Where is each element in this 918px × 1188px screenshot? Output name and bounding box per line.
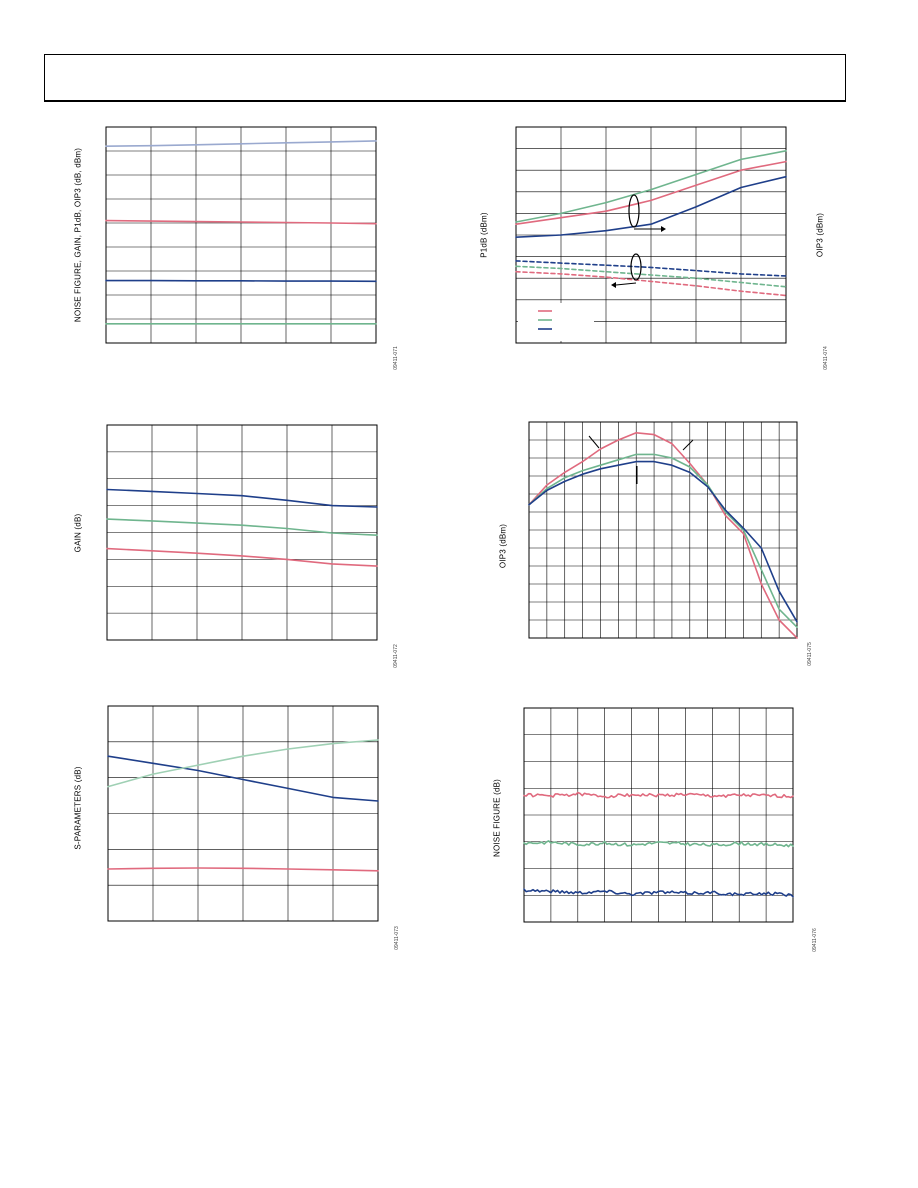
chart-2-svg — [516, 127, 786, 343]
chart-3-figure-id: 09411-072 — [393, 644, 399, 668]
chart-3-ylabel: GAIN (dB) — [73, 513, 83, 553]
chart-p1db-oip3 — [516, 127, 786, 343]
p1db-arrow — [616, 283, 636, 285]
chart-6-grid — [524, 708, 793, 922]
oip3-arrowhead — [661, 226, 666, 232]
chart-1-figure-id: 09411-071 — [393, 346, 399, 370]
page-header-frame — [44, 54, 846, 102]
chart-oip3 — [529, 422, 797, 638]
chart-gain — [107, 425, 377, 640]
chart-1-svg — [106, 127, 376, 343]
chart-4-figure-id: 09411-075 — [807, 642, 813, 666]
chart-2-figure-id: 09411-074 — [823, 346, 829, 370]
chart-nf-gain-p1db-oip3 — [106, 127, 376, 343]
chart-1-series-3-line — [106, 281, 376, 282]
chart-5-ylabel: S-PARAMETERS (dB) — [73, 766, 83, 850]
chart-4-svg — [529, 422, 797, 638]
chart-2-ylabel: P1dB (dBm) — [479, 212, 489, 258]
chart-3-svg — [107, 425, 377, 640]
oip3-arrow-2 — [683, 440, 693, 450]
chart-6-svg — [524, 708, 793, 922]
chart-2-legend — [518, 303, 594, 341]
chart-6-ylabel: NOISE FIGURE (dB) — [492, 778, 502, 858]
chart-s-parameters — [108, 706, 378, 921]
chart-1-ylabel: NOISE FIGURE, GAIN, P1dB, OIP3 (dB, dBm) — [73, 147, 83, 323]
chart-5-grid — [108, 706, 378, 921]
chart-4-series-3-line — [529, 462, 797, 622]
oip3-arrow-1 — [589, 436, 599, 448]
p1db-arrowhead — [611, 282, 616, 288]
oip3-group-marker — [629, 195, 639, 227]
chart-noise-figure — [524, 708, 793, 922]
chart-2-y2label: OIP3 (dBm) — [815, 212, 825, 258]
chart-1-grid — [106, 127, 376, 343]
legend-box — [518, 303, 594, 341]
chart-6-figure-id: 09411-076 — [812, 928, 818, 952]
chart-5-svg — [108, 706, 378, 921]
chart-5-figure-id: 09411-073 — [394, 926, 400, 950]
chart-4-ylabel: OIP3 (dBm) — [498, 523, 508, 569]
chart-4-grid — [529, 422, 797, 638]
